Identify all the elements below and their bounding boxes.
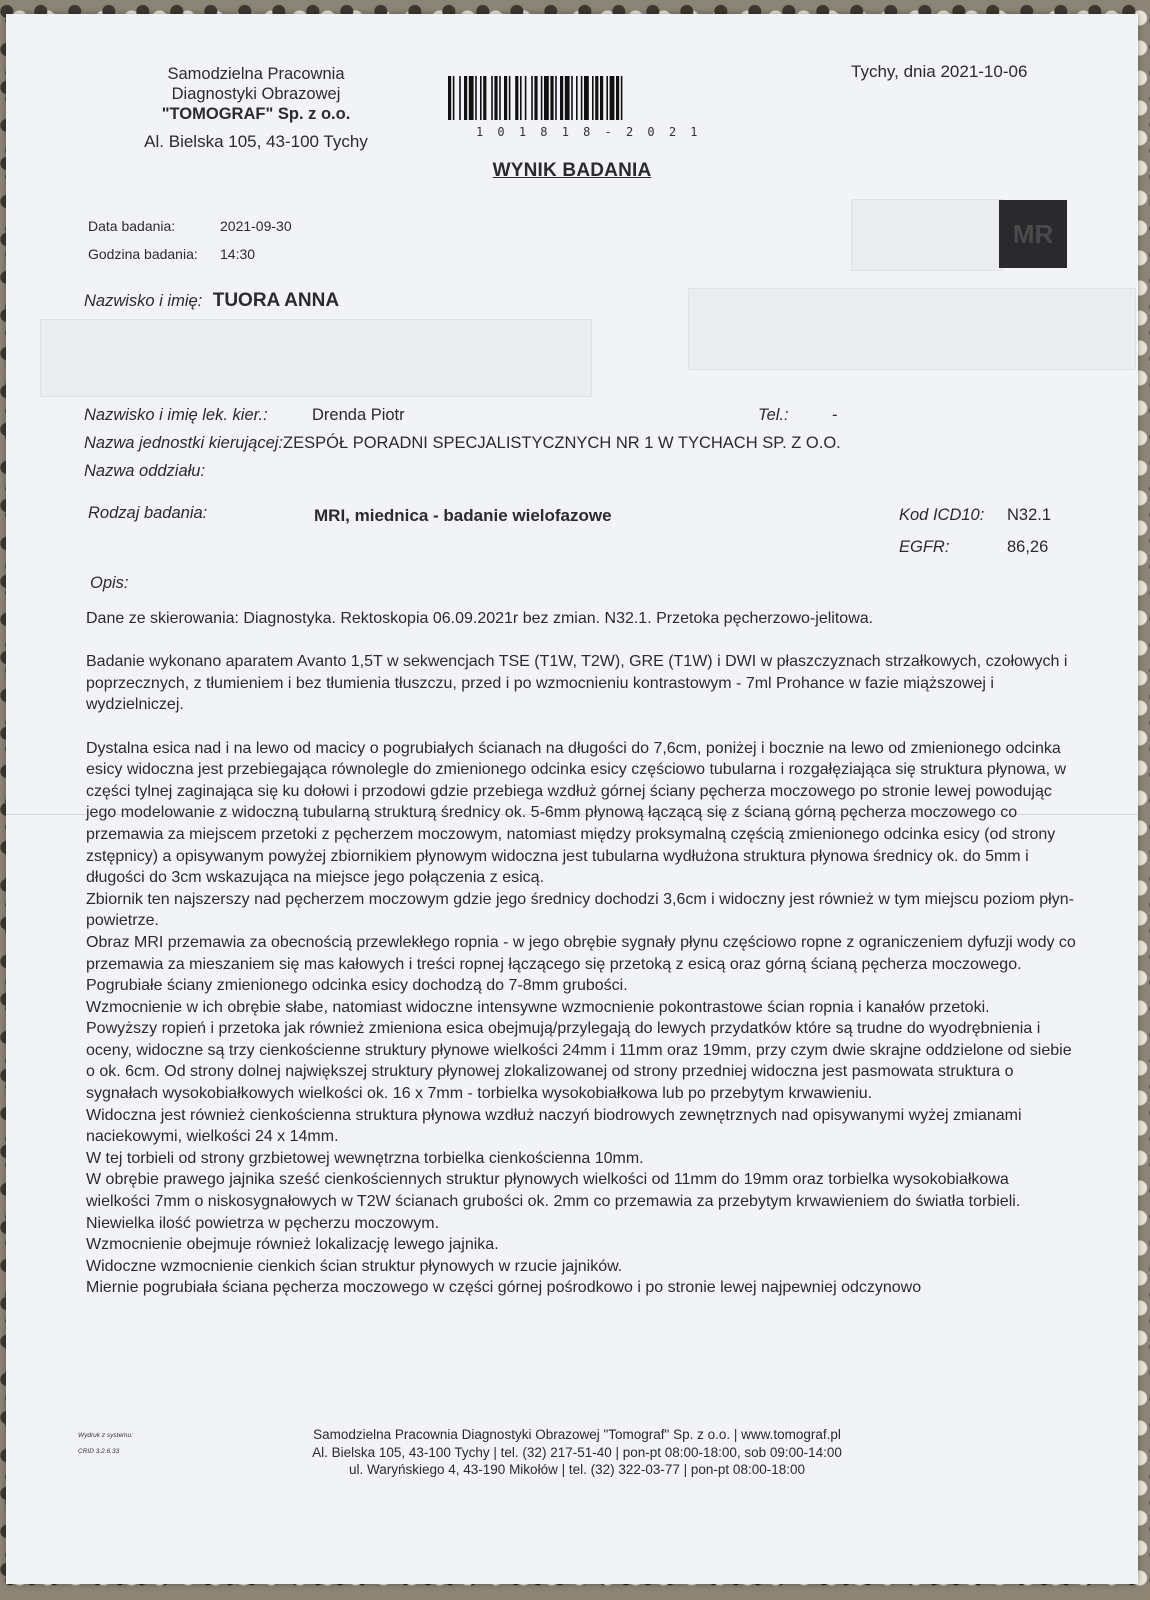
doctor-row [84, 406, 405, 425]
finding-paragraph: Powyższy ropień i przetoka jak również zmieniona esica obejmują/przylegają do lewych przydatków które są trudne do wyodrębnienia i oceny, widoczne są trzy cienkościenne struktury płynowe wielkości 24mm i 11mm oraz 19mm, przy czym dwie skrajne oddzielone od siebie o ok. 6cm. Od strony dolnej największej struktury płynowej zlokalizowanej od strony przedniej widoczna jest pasmowata struktura o sygnałach wysokobiałkowych wielkości ok. 16 x 7mm - torbielka wysokobiałkowa lub po przebytym krwawieniu. [86, 1020, 1072, 1103]
barcode-bar [520, 76, 522, 120]
barcode-bar [499, 76, 501, 120]
barcode-bar [469, 76, 474, 120]
finding-paragraph: Obraz MRI przemawia za obecnością przewlekłego ropnia - w jego obrębie sygnały płynu częściowo ropne z ograniczeniem dyfuzji wody co przemawia za mieszaniem się mas kałowych i treści ropnej łączącego się przetoką z esicą oraz górną ścianą pęcherza moczowego. [86, 933, 1076, 973]
barcode-bar [509, 76, 511, 120]
referral-text: Dane ze skierowania: Diagnostyka. Rektoskopia 06.09.2021r bez zmian. N32.1. Przetoka pęcherzowo-jelitowa. [86, 610, 874, 627]
footer-line-1: Samodzielna Pracownia Diagnostyki Obrazowej "Tomograf" Sp. z o.o. | www.tomograf.pl [313, 1427, 841, 1442]
barcode-bar [555, 76, 557, 120]
barcode-bar [531, 76, 533, 120]
exam-date-label: Data badania: [88, 218, 176, 234]
barcode-bar [483, 76, 486, 120]
barcode-bar [464, 76, 467, 120]
company-name: "TOMOGRAF" Sp. z o.o. [161, 105, 351, 123]
barcode-bar [504, 76, 507, 120]
company-block [116, 64, 396, 152]
finding-paragraph: W obrębie prawego jajnika sześć cienkościennych struktur płynowych wielkości od 11mm do 19mm oraz torbielka wysokobiałkowa wielkości 7mm o niskosygnałowych w T2W ścianach grubości ok. 2mm co przemawia za przebytym krwawieniem do światła torbieli. [86, 1171, 1021, 1211]
barcode-bar [525, 76, 527, 120]
barcode-bar [592, 76, 594, 120]
company-line-2: Diagnostyki Obrazowej [171, 85, 341, 103]
barcode-bar [515, 76, 518, 120]
system-version: CRID 3.2.6.33 [78, 1448, 120, 1455]
finding-paragraph: Zbiornik ten najszerszy nad pęcherzem moczowym gdzie jego średnicy dochodzi 3,6cm i widoczny jest również w tym miejscu poziom płyn-powietrze. [86, 890, 1074, 930]
barcode-bar [616, 76, 619, 120]
egfr-label: EGFR: [899, 538, 950, 556]
barcode-number: 101818-2021 [476, 125, 712, 139]
barcode-bar [576, 76, 578, 120]
barcode-bar [581, 76, 583, 120]
barcode-bar [480, 76, 482, 120]
patient-name-value: TUORA ANNA [212, 290, 340, 311]
egfr-row [899, 538, 1048, 557]
modality-badge: MR [999, 200, 1067, 268]
company-line-1: Samodzielna Pracownia [167, 65, 345, 83]
tel-value: - [832, 406, 838, 424]
barcode-bar [584, 76, 589, 120]
barcode-bar [448, 76, 451, 120]
barcode-bar [541, 76, 543, 120]
barcode-bar [544, 76, 549, 120]
finding-paragraph: Pogrubiałe ściany zmienionego odcinka esicy dochodzą do 7-8mm grubości. [86, 977, 628, 995]
barcode-bar [534, 76, 537, 120]
finding-paragraph: W tej torbieli od strony grzbietowej wewnętrzna torbielka cienkościenna 10mm. [86, 1149, 644, 1167]
ward-label: Nazwa oddziału: [84, 462, 206, 480]
unit-label: Nazwa jednostki kierującej: [84, 434, 284, 452]
barcode-bar [550, 76, 553, 120]
opis-label: Opis: [90, 574, 129, 592]
barcode-bar [606, 76, 608, 120]
finding-paragraph: Niewielka ilość powietrza w pęcherzu moczowym. [86, 1214, 440, 1232]
company-address: Al. Bielska 105, 43-100 Tychy [144, 132, 368, 151]
description-body [86, 608, 1076, 1299]
barcode-bar [565, 76, 570, 120]
patient-name-label: Nazwisko i imię: [84, 292, 203, 310]
redacted-area [851, 199, 1003, 271]
print-label: Wydruk z systemu: [78, 1432, 133, 1439]
barcode-bar [475, 76, 477, 120]
redacted-area [688, 288, 1136, 370]
barcode-bar [459, 76, 461, 120]
barcode-bar [600, 76, 603, 120]
footer-line-3: ul. Waryńskiego 4, 43-190 Mikołów | tel. (32) 322-03-77 | pon-pt 08:00-18:00 [348, 1462, 805, 1477]
barcode-bar [453, 76, 455, 120]
barcode-bar [621, 76, 623, 120]
exam-type-value: MRI, miednica - badanie wielofazowe [314, 506, 612, 525]
redacted-area [40, 319, 592, 397]
exam-time-label: Godzina badania: [88, 246, 198, 262]
finding-paragraph: Dystalna esica nad i na lewo od macicy o pogrubiałych ścianach na długości do 7,6cm, poniżej i bocznie na lewo od zmienionego odcinka esicy widoczna jest przebiegająca równolegle do zmienionego odcinka esicy częściowo tubularna i rozgałęziająca się struktura płynowa, w części tylnej zaginająca się ku dołowi i przodowi gdzie przebiega wzdłuż górnej ściany pęcherza moczowego po stronie lewej powodując jego modelowanie z widoczną tubularną strukturą średnicy ok. 5-6mm płynową łączącą się z ścianą górną pęcherza moczowego co przemawia za miejscem przetoki z pęcherzem moczowym, natomiast między proksymalną częścią zmienionego odcinka esicy (od strony zstępnicy) a opisywanym powyżej zbiornikiem płynowym widoczna jest tubularna wydłużona struktura płynowa średnicy ok. do 5mm i długości do 3cm wskazująca na miejsce jego połączenia z esicą. [86, 739, 1067, 887]
tel-row [758, 406, 838, 425]
doctor-label: Nazwisko i imię lek. kier.: [84, 406, 268, 424]
footer-line-2: Al. Bielska 105, 43-100 Tychy | tel. (32) 217-51-40 | pon-pt 08:00-18:00, sob 09:00-14:00 [312, 1444, 842, 1460]
icd-row [899, 506, 1051, 525]
barcode-bar [610, 76, 615, 120]
patient-name-row [84, 290, 339, 312]
icd-label: Kod ICD10: [899, 506, 985, 524]
place-date: Tychy, dnia 2021-10-06 [851, 62, 1028, 81]
exam-type-label: Rodzaj badania: [88, 504, 208, 522]
barcode-bar [595, 76, 598, 120]
unit-value: ZESPÓŁ PORADNI SPECJALISTYCZNYCH NR 1 W TYCHACH SP. Z O.O. [283, 434, 841, 452]
finding-paragraph: Wzmocnienie w ich obrębie słabe, natomiast widoczne intensywne wzmocnienie pokontrastowe ścian ropnia i kanałów przetoki. [86, 998, 990, 1016]
barcode-bar [491, 76, 493, 120]
footer [6, 1426, 1138, 1479]
finding-paragraph: Wzmocnienie obejmuje również lokalizację lewego jajnika. [86, 1236, 499, 1254]
barcode-bar [571, 76, 573, 120]
document-page [6, 14, 1138, 1584]
finding-paragraph: Widoczna jest również cienkościenna struktura płynowa wzdłuż naczyń biodrowych zewnętrznych nad opisywanymi wyżej zmianami naciekowymi, wielkości 24 x 14mm. [86, 1106, 1022, 1146]
exam-date-value: 2021-09-30 [220, 218, 292, 234]
egfr-value: 86,26 [1007, 538, 1049, 556]
doctor-value: Drenda Piotr [312, 406, 405, 424]
document-title: WYNIK BADANIA [492, 160, 652, 181]
finding-paragraph: Miernie pogrubiała ściana pęcherza moczowego w części górnej pośrodkowo i po stronie lewej najpewniej odczynowo [86, 1279, 922, 1297]
barcode-bar [560, 76, 563, 120]
barcode-bar [494, 76, 497, 120]
ward-row [84, 462, 205, 481]
finding-paragraph: Widoczne wzmocnienie cienkich ścian struktur płynowych w rzucie jajników. [86, 1257, 623, 1275]
exam-time-row [88, 246, 255, 262]
technique-text: Badanie wykonano aparatem Avanto 1,5T w sekwencjach TSE (T1W, T2W), GRE (T1W) i DWI w płaszczyznach strzałkowych, czołowych i poprzecznych, z tłumieniem i bez tłumienia tłuszczu, przed i po wzmocnieniu kontrastowym - 7ml Prohance w fazie miąższowej i wydzielniczej. [86, 653, 1068, 714]
barcode-image [448, 76, 750, 120]
tel-label: Tel.: [758, 406, 789, 424]
icd-value: N32.1 [1007, 506, 1052, 524]
exam-time-value: 14:30 [220, 246, 256, 262]
exam-date-row [88, 218, 292, 234]
unit-row [84, 434, 841, 453]
